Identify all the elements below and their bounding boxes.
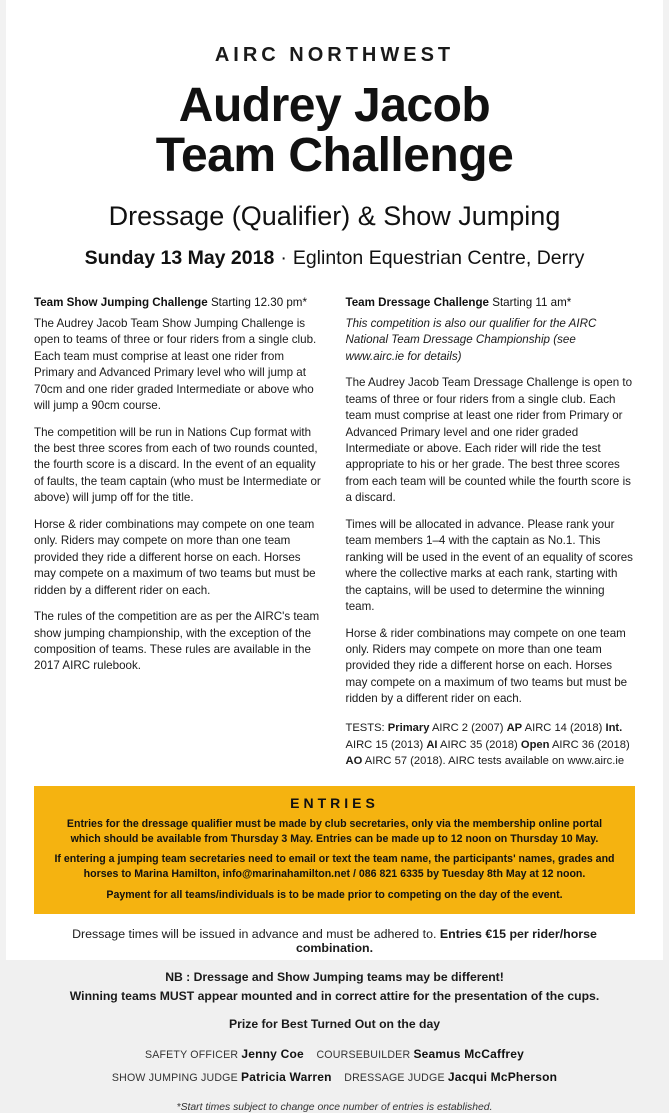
officials-row-1 xyxy=(34,1043,635,1066)
test-grade-primary: Primary xyxy=(387,721,430,734)
columns xyxy=(34,296,635,770)
show-jumping-paragraph-4: The rules of the competition are as per the AIRC's team show jumping championship, with the exception of the composition of teams. These rules are available in the 2017 AIRC rulebook. xyxy=(34,610,320,673)
dressage-paragraph-1: The Audrey Jacob Team Dressage Challenge is open to teams of three or four riders from a single club. Each team must comprise at least one rider from Primary or Advanced Primary level and one rider graded Intermediate or above. Each rider will ride the test appropriate to his or her grade. The best three scores from each team will be counted while the fourth score is a discard. xyxy=(345,376,633,505)
page-edge-left xyxy=(0,0,6,960)
entry-fee-label: Entries xyxy=(439,927,482,942)
test-grade-ai: AI xyxy=(426,738,438,751)
official-name-show-jumping-judge: Patricia Warren xyxy=(241,1069,332,1084)
page-title xyxy=(34,81,635,181)
event-subtitle: Dressage (Qualifier) & Show Jumping xyxy=(108,200,561,231)
column-dressage xyxy=(346,296,636,770)
nb-line-1: NB : Dressage and Show Jumping teams may be different! xyxy=(165,970,504,985)
entries-line-1: Entries for the dressage qualifier must be made by club secretaries, only via the membership online portal which should be available from Thursday 3 May. Entries can be made up to 12 noon on Thursday 10 May. xyxy=(66,818,603,845)
test-value-ao: AIRC 57 (2018). xyxy=(364,755,446,768)
official-name-dressage-judge: Jacqui McPherson xyxy=(447,1069,558,1084)
test-value-int: AIRC 15 (2013) xyxy=(345,738,424,751)
dressage-times-text: Dressage times will be issued in advance and must be adhered to. xyxy=(72,927,437,942)
dressage-paragraph-3: Horse & rider combinations may compete on one team only. Riders may compete on more than one team provided they ride a different horse on each. Horses may compete on a maximum of two teams but must be ridden by a different rider on each. xyxy=(345,626,628,706)
show-jumping-heading-text: Team Show Jumping Challenge xyxy=(34,295,208,309)
entries-line-2: If entering a jumping team secretaries need to email or text the team name, the participants' names, grades and horses to Marina Hamilton, info@marinahamilton.net / 086 821 6335 by Tuesday 8th May at 12 noon. xyxy=(54,853,615,880)
test-grade-int: Int. xyxy=(605,721,623,734)
officials xyxy=(34,1043,635,1089)
event-date: Sunday 13 May 2018 xyxy=(84,246,275,269)
official-role-coursebuilder: COURSEBUILDER xyxy=(316,1048,411,1061)
dressage-start-time: Starting 11 am* xyxy=(492,295,572,309)
test-grade-open: Open xyxy=(520,738,550,751)
show-jumping-paragraph-1: The Audrey Jacob Team Show Jumping Challenge is open to teams of three or four riders from a single club. Each team must comprise at least one rider from Primary and Advanced Primary level who will jump at 70cm and one rider graded Intermediate or above who will jump a 90cm course. xyxy=(34,316,317,413)
page-edge-right xyxy=(663,0,669,960)
entries-title: ENTRIES xyxy=(290,795,379,812)
prize-note: Prize for Best Turned Out on the day xyxy=(228,1016,441,1031)
officials-row-2 xyxy=(34,1066,635,1089)
dressage-times-note xyxy=(34,927,635,955)
tests-label: TESTS: xyxy=(345,721,385,734)
show-jumping-start-time: Starting 12.30 pm* xyxy=(210,295,307,309)
tests-tail: AIRC tests available on www.airc.ie xyxy=(448,755,625,768)
dressage-heading xyxy=(346,296,636,309)
show-jumping-heading xyxy=(34,296,324,309)
test-grade-ao: AO xyxy=(345,755,363,768)
show-jumping-paragraph-2: The competition will be run in Nations Cup format with the best three scores from each of two rounds counted, the fourth score is a discard. In the event of an equality of faults, the team captain (who must be Intermediate or above) will jump off for the title. xyxy=(34,425,321,505)
show-jumping-paragraph-3: Horse & rider combinations may compete on one team only. Riders may compete on more than one team provided they ride a different horse on each. Horses may compete on a maximum of two teams but must be ridden by a different rider on each. xyxy=(34,517,316,597)
test-value-primary: AIRC 2 (2007) xyxy=(431,721,504,734)
official-role-safety-officer: SAFETY OFFICER xyxy=(144,1048,239,1061)
test-value-ai: AIRC 35 (2018) xyxy=(440,738,518,751)
official-role-dressage-judge: DRESSAGE JUDGE xyxy=(344,1071,445,1084)
dateline-separator: · xyxy=(280,246,287,269)
entries-line-3: Payment for all teams/individuals is to be made prior to competing on the day of the event. xyxy=(106,888,563,901)
test-value-ap: AIRC 14 (2018) xyxy=(524,721,603,734)
page-title-line1: Audrey Jacob xyxy=(178,79,491,132)
test-grade-ap: AP xyxy=(506,721,523,734)
official-name-safety-officer: Jenny Coe xyxy=(241,1046,304,1061)
event-dateline xyxy=(34,247,635,270)
dressage-tests xyxy=(346,720,636,770)
start-times-footnote: *Start times subject to change once number of entries is established. xyxy=(176,1102,493,1113)
official-role-show-jumping-judge: SHOW JUMPING JUDGE xyxy=(111,1071,238,1084)
dressage-qualifier-note: This competition is also our qualifier for the AIRC National Team Dressage Championship (see www.airc.ie for details) xyxy=(345,316,597,363)
event-venue: Eglinton Equestrian Centre, Derry xyxy=(292,246,585,269)
dressage-heading-text: Team Dressage Challenge xyxy=(345,295,489,309)
test-value-open: AIRC 36 (2018) xyxy=(551,738,630,751)
entries-band xyxy=(34,786,635,914)
organisation-kicker: AIRC NORTHWEST xyxy=(214,44,455,66)
official-name-coursebuilder: Seamus McCaffrey xyxy=(413,1046,525,1061)
nb-note xyxy=(34,968,635,1005)
entry-fee-value: €15 per rider/horse combination. xyxy=(295,927,597,956)
dressage-paragraph-2: Times will be allocated in advance. Please rank your team members 1–4 with the captain as No.1. This ranking will be used in the event of an equality of scores where the collective marks at each rank, starting with the captains, will be used to determine the winning team. xyxy=(345,517,633,614)
page-title-line2: Team Challenge xyxy=(155,128,514,182)
column-show-jumping xyxy=(34,296,324,770)
nb-line-2: Winning teams MUST appear mounted and in correct attire for the presentation of the cups. xyxy=(69,988,600,1003)
